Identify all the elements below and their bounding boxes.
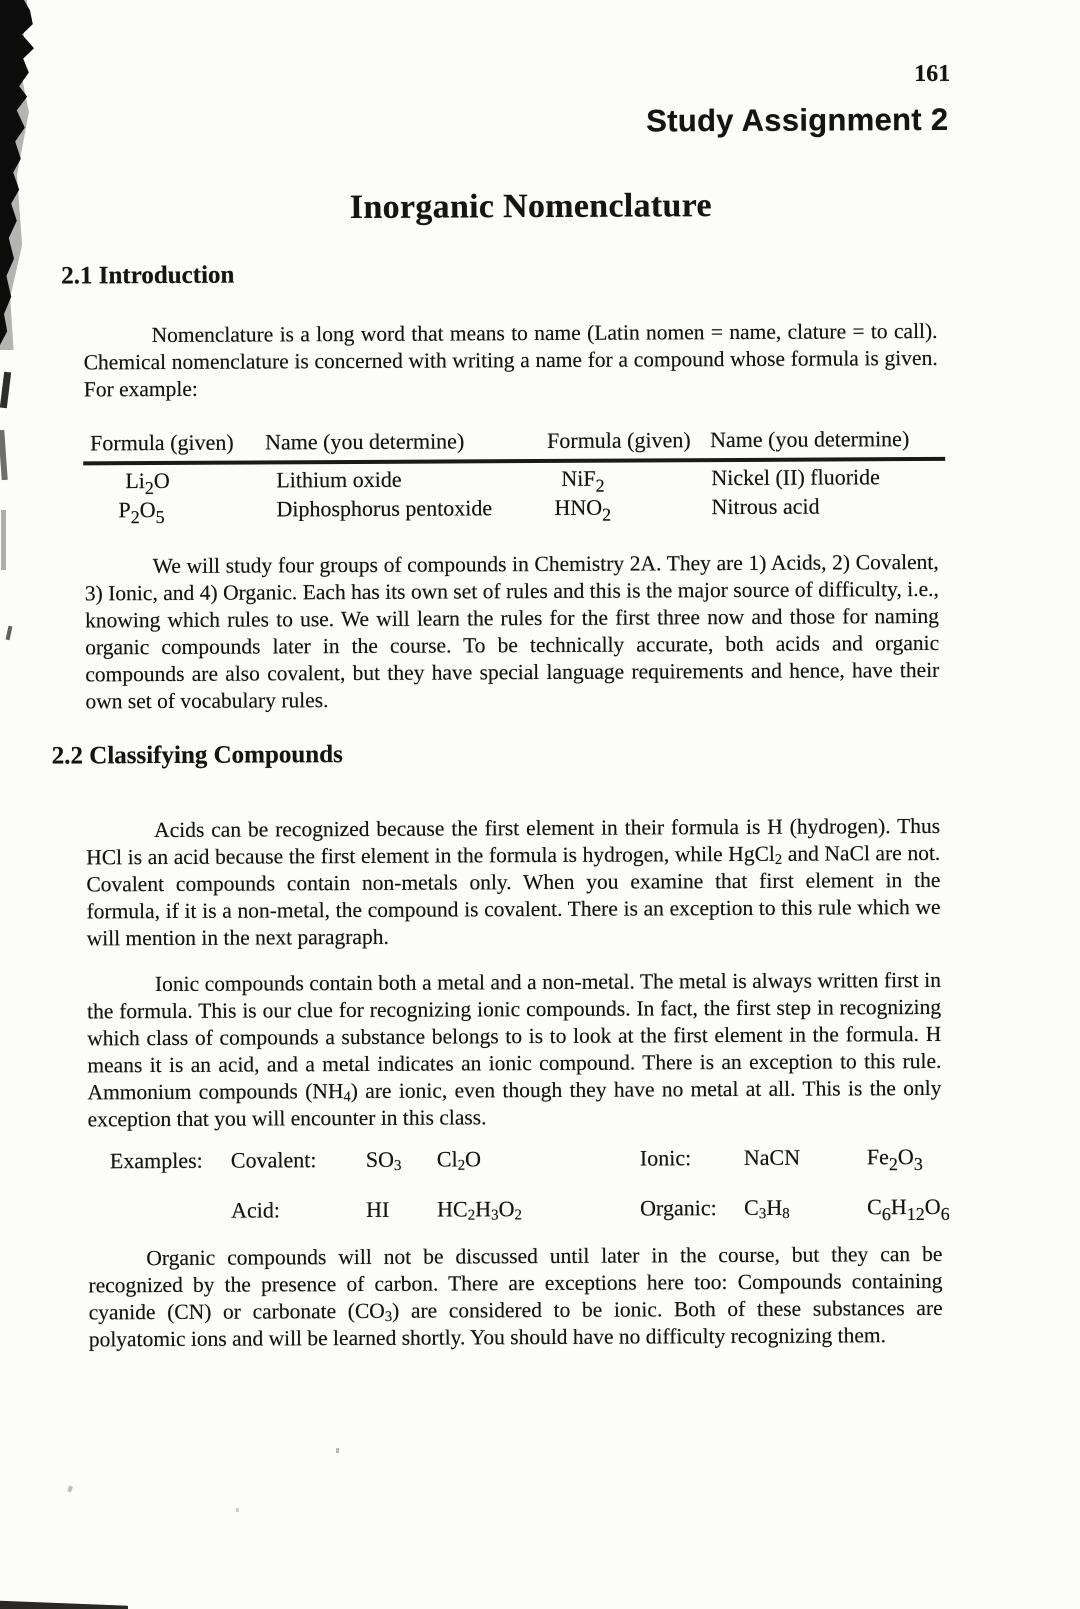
category-ionic: Ionic: xyxy=(639,1145,692,1171)
intro-paragraph: Nomenclature is a long word that means to name (Latin nomen = name, clature = to call). Chemical nomenclature is concerned with writing a name for a compound whose formula is given. For example: xyxy=(83,318,938,402)
example-formula: HI xyxy=(366,1196,390,1222)
example-formula: $C_6H_{12}O_6$ xyxy=(867,1193,950,1225)
table-cell-name: Diphosphorus pentoxide xyxy=(276,495,493,522)
example-formula: $C_3H_8$ xyxy=(744,1194,790,1223)
section-heading-introduction: 2.1 Introduction xyxy=(61,261,235,290)
example-formula: NaCN xyxy=(743,1144,801,1170)
category-acid: Acid: xyxy=(231,1197,281,1223)
examples-row-2 xyxy=(2,1193,1080,1225)
section-heading-classifying: 2.2 Classifying Compounds xyxy=(51,741,343,770)
table-cell-name: Lithium oxide xyxy=(276,466,402,493)
table-cell-formula: $Li_2O$ xyxy=(125,467,170,499)
category-organic: Organic: xyxy=(640,1195,717,1221)
organic-paragraph: Organic compounds will not be discussed until later in the course, but they can be recognized by the presence of carbon. There are exceptions here too: Compounds containing cyanide (CN) or carbonate $(CO_3)$ are considered to be ionic. Both of these substances are polyatomic ions and will be learned shortly. You should have no difficulty recognizing them. xyxy=(88,1241,943,1352)
table-cell-formula: $HNO_2$ xyxy=(554,494,612,525)
table-header-formula-right: Formula (given) xyxy=(547,427,691,453)
table-cell-formula: NiF$_2$ xyxy=(561,465,605,496)
table-cell-name: Nitrous acid xyxy=(711,493,820,520)
table-cell-name: Nickel (II) fluoride xyxy=(711,464,880,491)
formula-example-table xyxy=(83,426,946,531)
table-cell-formula: $P_2O_5$ xyxy=(118,497,165,528)
table-header-formula-left: Formula (given) xyxy=(90,429,234,456)
assignment-header: Study Assignment 2 xyxy=(646,101,949,139)
examples-row-1 xyxy=(2,1143,1080,1175)
study-groups-paragraph: We will study four groups of compounds in Chemistry 2A. They are 1) Acids, 2) Covalent, 3) Ionic, and 4) Organic. Each has its own set of rules and this is the major source of difficulty, i.e., knowing which rules to use. We will learn the rules for the first three now and those for naming organic compounds later in the course. To be technically accurate, both acids and organic compounds are also covalent, but they have special language requirements and hence, have their own set of vocabulary rules. xyxy=(84,549,940,714)
acids-covalent-paragraph: Acids can be recognized because the first element in their formula is H (hydrogen). Thus HCl is an acid because the first element in the formula is hydrogen, while HgCl$_2$ and NaCl are not. Covalent compounds contain non-metals only. When you examine that first element in the formula, if it is a non-metal, the compound is covalent. There is an exception to this rule which we will mention in the next paragraph. xyxy=(86,813,941,951)
page-number: 161 xyxy=(914,60,951,88)
example-formula: $Cl_2O$ xyxy=(436,1146,482,1174)
example-formula: $Fe_2O_3$ xyxy=(866,1144,923,1175)
category-covalent: Covalent: xyxy=(230,1147,317,1173)
document-title: Inorganic Nomenclature xyxy=(349,187,712,226)
example-formula: $SO_3$ xyxy=(365,1146,402,1175)
example-formula: $HC_2H_3O_2$ xyxy=(437,1196,522,1224)
table-header-name-left: Name (you determine) xyxy=(265,428,465,455)
table-header-name-right: Name (you determine) xyxy=(710,426,910,453)
examples-label: Examples: xyxy=(109,1147,203,1174)
ionic-paragraph: Ionic compounds contain both a metal and a non-metal. The metal is always written first in the formula. This is our clue for recognizing ionic compounds. In fact, the first step in recognizing which class of compounds a substance belongs to is to look at the first element in the formula. H means it is an acid, and a metal indicates an ionic compound. There is an exception to this rule. Ammonium compounds $(NH_4)$ are ionic, even though they have no metal at all. This is the only exception that you will encounter in this class. xyxy=(87,967,942,1132)
